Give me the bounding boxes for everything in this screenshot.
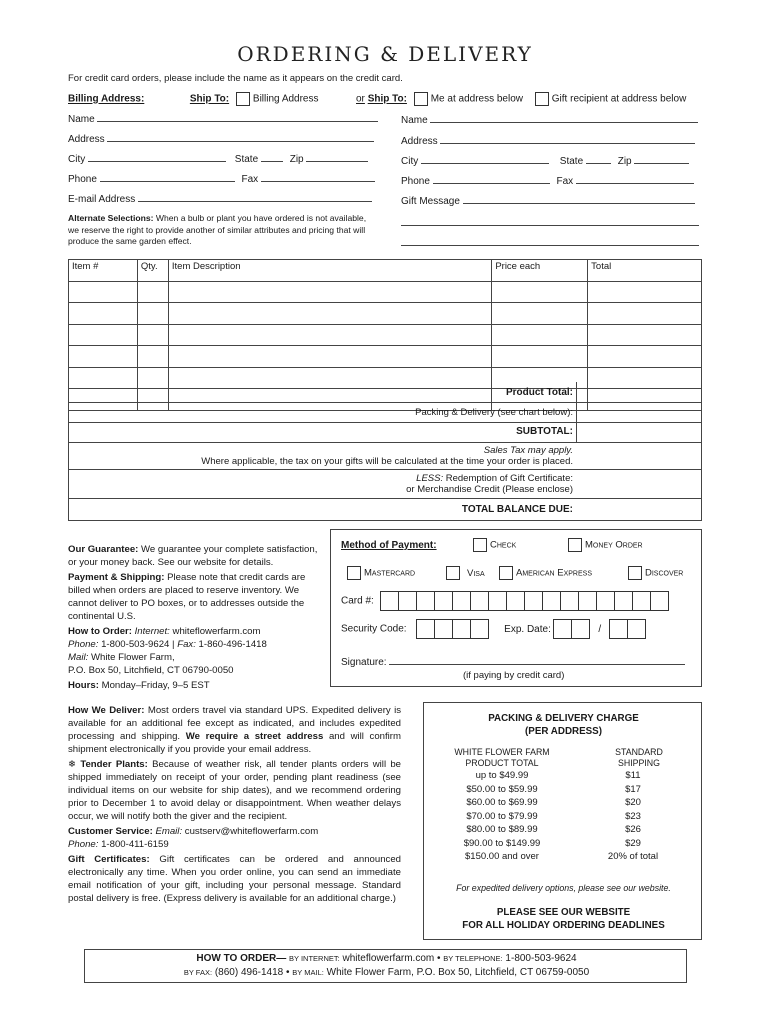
charge-cell: $26	[625, 824, 641, 835]
ship-to-gift-label: Gift recipient at address below	[551, 93, 687, 105]
table-row[interactable]	[69, 303, 702, 325]
ship-to-label-2: Ship To:	[367, 93, 407, 105]
tender-plants-text: Because of weather risk, all tender plants orders will be shipped immediately on receipt of your order, pending plant readiness (see individual items on our website for ship dates), and we recommend ordering prior to December 1 to avoid delay or disappointment. When weather delays occur, we will notify both the giver and the recipient.	[68, 759, 401, 822]
security-row	[341, 619, 646, 639]
packing-chart-subtitle: (PER ADDRESS)	[525, 726, 602, 737]
money-order-option	[568, 538, 643, 552]
footer-fax: (860) 496-1418	[214, 967, 284, 978]
shipping-state-field[interactable]	[586, 154, 611, 164]
shipping-city-label: City	[401, 156, 419, 167]
deliver-text-2: and will confirm shipment electronically if you provide your email address.	[68, 731, 401, 755]
website-notice-line2: FOR ALL HOLIDAY ORDERING DEADLINES	[462, 920, 665, 931]
card-number-field[interactable]	[381, 591, 669, 611]
how-we-deliver-label: How We Deliver:	[68, 705, 145, 716]
col-product-total-line1: WHITE FLOWER FARM	[454, 747, 550, 757]
check-checkbox[interactable]	[473, 538, 487, 552]
table-cell[interactable]	[588, 346, 702, 368]
customer-service-label: Customer Service:	[68, 826, 153, 837]
table-cell[interactable]	[69, 346, 138, 368]
billing-fax-label: Fax	[241, 174, 259, 185]
amex-checkbox[interactable]	[499, 566, 513, 580]
deliver-bold: We require a street address	[185, 731, 324, 742]
table-cell[interactable]	[168, 324, 491, 346]
shipping-name-row	[401, 113, 698, 126]
table-row[interactable]	[69, 324, 702, 346]
guarantee-label: Our Guarantee:	[68, 544, 139, 555]
billing-state-label: State	[234, 154, 259, 165]
amex-option	[499, 566, 592, 580]
service-email[interactable]: custserv@whiteflowerfarm.com	[184, 826, 319, 837]
shipping-phone-label: Phone	[401, 176, 430, 187]
shipping-gift-message-row	[401, 194, 695, 207]
discover-option	[628, 566, 683, 580]
col-total: Total	[588, 260, 702, 282]
table-row	[432, 784, 694, 798]
table-row	[432, 797, 694, 811]
table-cell[interactable]	[588, 281, 702, 303]
fax-label: Fax:	[177, 639, 196, 650]
gift-message-label: Gift Message	[401, 196, 460, 207]
charge-cell: $20	[625, 797, 641, 808]
shipping-name-field[interactable]	[430, 113, 698, 123]
shipping-zip-label: Zip	[617, 156, 632, 167]
signature-row	[341, 655, 685, 668]
shipping-state-label: State	[559, 156, 584, 167]
shipping-name-label: Name	[401, 115, 428, 126]
exp-date-label: Exp. Date:	[504, 623, 551, 635]
card-number-label: Card #:	[341, 595, 374, 607]
shipping-fax-label: Fax	[556, 176, 574, 187]
billing-heading: Billing Address:	[68, 93, 145, 105]
ship-to-me-checkbox[interactable]	[414, 92, 428, 106]
check-option	[473, 538, 516, 552]
service-phone: 1-800-411-6159	[101, 839, 169, 850]
billing-header-row	[68, 92, 319, 106]
table-cell[interactable]	[492, 324, 588, 346]
shipping-city-row	[401, 154, 689, 167]
amex-label: American Express	[516, 567, 592, 579]
alternate-selections	[68, 213, 378, 248]
billing-name-field[interactable]	[97, 112, 378, 122]
table-cell[interactable]	[137, 324, 168, 346]
hours-label: Hours:	[68, 680, 99, 691]
range-cell: $50.00 to $59.99	[466, 783, 538, 795]
packing-chart-title: PACKING & DELIVERY CHARGE	[488, 713, 639, 724]
alternate-text: When a bulb or plant you have ordered is not available, we reserve the right to provide another of similar attributes and pricing that will produce the same garden effect.	[68, 213, 367, 246]
packing-label: Packing & Delivery (see chart below):	[415, 407, 573, 418]
billing-address-row	[68, 132, 374, 145]
alternate-label: Alternate Selections:	[68, 213, 154, 223]
charge-cell: $17	[625, 783, 641, 795]
col-standard-shipping-line2: SHIPPING	[617, 758, 661, 768]
exp-year-field[interactable]	[610, 619, 646, 639]
billing-address-field[interactable]	[107, 132, 374, 142]
shipping-fax-field[interactable]	[576, 174, 694, 184]
shipping-city-field[interactable]	[421, 154, 549, 164]
how-to-order-label: How to Order:	[68, 626, 132, 637]
merchandise-credit-label: or Merchandise Credit (Please enclose)	[406, 484, 573, 495]
col-product-total-line2: PRODUCT TOTAL	[465, 758, 539, 768]
footer-internet[interactable]: whiteflowerfarm.com	[342, 953, 435, 964]
visa-checkbox[interactable]	[446, 566, 460, 580]
tax-explanation: Where applicable, the tax on your gifts will be calculated at the time your order is placed.	[201, 456, 573, 467]
packing-chart-rows	[432, 770, 694, 865]
service-phone-label: Phone:	[68, 839, 99, 850]
billing-phone-label: Phone	[68, 174, 97, 185]
range-cell: up to $49.99	[475, 770, 529, 781]
billing-phone-row	[68, 172, 375, 185]
col-description: Item Description	[168, 260, 491, 282]
ship-to-billing-checkbox[interactable]	[236, 92, 250, 106]
footer-by-mail: BY MAIL:	[292, 968, 324, 977]
visa-option	[446, 566, 485, 580]
payment-shipping-text: Please note that credit cards are billed when orders are placed to reserve inventory. We cannot deliver to PO boxes, or to addresses outside the continental U.S.	[68, 572, 306, 622]
totals-rule-3	[68, 442, 702, 443]
left-info-column: Our Guarantee: We guarantee your complete satisfaction, or your money back. See our website for details. Payment & Shipping: Please note that credit cards are billed when orders are placed to reserve inventory. We cannot deliver to PO boxes, or to addresses outside the continental U.S. How to Order: Internet: whiteflowerfarm.com Phone: 1-800-503-9624 | Fax: 1-860-496-1418 Mail: White Flower Farm, P.O. Box 50, Litchfield, CT 06790-0050 Hours: Monday–Friday, 9–5 EST	[68, 543, 323, 692]
shipping-address-field[interactable]	[440, 134, 695, 144]
table-row	[432, 838, 694, 852]
footer-by-internet: BY INTERNET:	[289, 954, 340, 963]
shipping-address-label: Address	[401, 136, 438, 147]
billing-phone-field[interactable]	[100, 172, 235, 182]
ship-to-billing-label: Billing Address	[252, 93, 319, 105]
footer-box	[84, 949, 687, 983]
range-cell: $60.00 to $69.99	[466, 797, 538, 808]
table-cell[interactable]	[492, 281, 588, 303]
table-row	[432, 824, 694, 838]
shipping-header-row	[356, 92, 686, 106]
gift-certificates-text: Gift certificates can be ordered and announced electronically any time. When you order online, you can send an immediate email notification of your gift, including your personal message. Standard postal delivery is free. (Express delivery is available for an additional charge.)	[68, 854, 402, 904]
deliver-text-1: Most orders travel via standard UPS. Expedited delivery is available for an additional fee except as indicated, and includes expedited processing and shipping.	[68, 705, 401, 742]
payment-heading: Method of Payment:	[341, 540, 437, 551]
payment-box	[330, 529, 702, 687]
billing-city-label: City	[68, 154, 86, 165]
range-cell: $70.00 to $79.99	[466, 810, 538, 822]
totals-rule-5	[68, 498, 702, 499]
phone-label: Phone:	[68, 639, 99, 650]
billing-zip-field[interactable]	[306, 152, 368, 162]
table-cell[interactable]	[69, 303, 138, 325]
check-label: Check	[490, 539, 517, 551]
shipping-address-row	[401, 134, 695, 147]
table-cell[interactable]	[588, 324, 702, 346]
page-title: ORDERING & DELIVERY	[237, 42, 533, 66]
hours-text: Monday–Friday, 9–5 EST	[101, 680, 210, 691]
mail-line-1: White Flower Farm,	[90, 652, 175, 663]
table-cell[interactable]	[168, 346, 491, 368]
billing-name-label: Name	[68, 114, 95, 125]
money-order-label: Money Order	[585, 539, 643, 551]
range-cell: $150.00 and over	[465, 851, 539, 862]
footer-line-1	[85, 953, 688, 964]
billing-name-row	[68, 112, 378, 125]
packing-chart-box	[423, 702, 702, 940]
total-balance-due-label: TOTAL BALANCE DUE:	[461, 504, 573, 515]
payment-heading-row	[341, 540, 437, 551]
subtotal-label: SUBTOTAL:	[516, 426, 573, 437]
table-row[interactable]	[69, 346, 702, 368]
col-standard-shipping-line1: STANDARD	[615, 747, 663, 757]
table-cell[interactable]	[137, 346, 168, 368]
billing-state-field[interactable]	[261, 152, 283, 162]
footer-how-to-order: HOW TO ORDER—	[196, 953, 287, 964]
footer-dot-2: •	[286, 967, 290, 978]
table-cell[interactable]	[137, 303, 168, 325]
internet-link[interactable]: whiteflowerfarm.com	[172, 626, 261, 637]
card-number-row	[341, 591, 669, 611]
table-cell[interactable]	[168, 303, 491, 325]
col-qty: Qty.	[137, 260, 168, 282]
table-row	[432, 851, 694, 865]
table-cell[interactable]	[588, 303, 702, 325]
mastercard-option	[347, 566, 415, 580]
charge-cell: $23	[625, 810, 641, 822]
footer-line-2	[85, 967, 688, 978]
guarantee-text: We guarantee your complete satisfaction, or your money back. See our website for details.	[68, 544, 318, 568]
signature-field[interactable]	[389, 655, 685, 665]
col-price-each: Price each	[492, 260, 588, 282]
billing-city-row	[68, 152, 368, 165]
less-label: LESS:	[416, 473, 444, 484]
gift-certificate-label: Redemption of Gift Certificate:	[445, 473, 573, 484]
totals-divider	[576, 382, 577, 442]
table-row	[432, 770, 694, 784]
phone-number: 1-800-503-9624	[101, 639, 170, 650]
table-cell[interactable]	[137, 281, 168, 303]
or-label: or	[356, 93, 365, 105]
charge-cell: $11	[625, 770, 641, 781]
mastercard-label: Mastercard	[364, 567, 416, 579]
payment-shipping-label: Payment & Shipping:	[68, 572, 165, 583]
mail-label: Mail:	[68, 652, 89, 663]
internet-label: Internet:	[134, 626, 170, 637]
expedited-note: For expedited delivery options, please see our website.	[456, 883, 671, 893]
signature-label: Signature:	[341, 657, 387, 668]
footer-by-telephone: BY TELEPHONE:	[443, 954, 503, 963]
table-row	[432, 811, 694, 825]
charge-cell: 20% of total	[607, 851, 659, 862]
tender-plants-label: Tender Plants:	[80, 759, 148, 770]
ship-to-gift-checkbox[interactable]	[535, 92, 549, 106]
billing-city-field[interactable]	[88, 152, 226, 162]
footer-by-fax: BY FAX:	[183, 968, 213, 977]
signature-note: (if paying by credit card)	[463, 670, 565, 681]
table-cell[interactable]	[69, 281, 138, 303]
footer-mail: White Flower Farm, P.O. Box 50, Litchfield, CT 06759-0050	[326, 967, 590, 978]
sales-tax-note: Sales Tax may apply.	[483, 445, 573, 456]
gift-message-field[interactable]	[463, 194, 695, 204]
security-code-field[interactable]	[417, 619, 489, 639]
ship-to-me-label: Me at address below	[430, 93, 523, 105]
snowflake-icon: ❄	[68, 759, 77, 770]
range-cell: $80.00 to $89.99	[466, 824, 538, 835]
footer-telephone: 1-800-503-9624	[505, 953, 577, 964]
intro-text: For credit card orders, please include the name as it appears on the credit card.	[68, 73, 403, 84]
product-total-label: Product Total:	[505, 387, 573, 398]
less-line-1	[416, 473, 573, 484]
totals-rule-4	[68, 469, 702, 470]
security-code-label: Security Code:	[341, 623, 407, 635]
left-info-column-lower	[68, 704, 401, 905]
visa-label: Visa	[467, 567, 485, 579]
billing-zip-label: Zip	[289, 154, 304, 165]
billing-fax-field[interactable]	[261, 172, 375, 182]
billing-email-field[interactable]	[138, 192, 372, 202]
billing-email-row	[68, 192, 372, 205]
charge-cell: $29	[625, 837, 641, 849]
range-cell: $90.00 to $149.99	[463, 837, 541, 849]
money-order-checkbox[interactable]	[568, 538, 582, 552]
website-notice-line1: PLEASE SEE OUR WEBSITE	[496, 907, 631, 918]
shipping-zip-field[interactable]	[634, 154, 689, 164]
gift-message-line-3[interactable]	[401, 236, 699, 246]
table-cell[interactable]	[69, 324, 138, 346]
exp-slash: /	[598, 623, 602, 635]
totals-rule-2	[68, 422, 702, 423]
gift-message-line-2[interactable]	[401, 216, 699, 226]
mail-line-2: P.O. Box 50, Litchfield, CT 06790-0050	[68, 665, 234, 676]
service-email-label: Email:	[155, 826, 183, 837]
discover-checkbox[interactable]	[628, 566, 642, 580]
totals-rule-1	[68, 402, 702, 403]
table-cell[interactable]	[492, 303, 588, 325]
ship-to-label: Ship To:	[189, 93, 230, 105]
footer-dot-1: •	[437, 953, 441, 964]
billing-address-label: Address	[68, 134, 105, 145]
exp-month-field[interactable]	[554, 619, 590, 639]
discover-label: Discover	[645, 567, 684, 579]
table-cell[interactable]	[168, 281, 491, 303]
gift-certificates-label: Gift Certificates:	[68, 854, 150, 865]
shipping-phone-field[interactable]	[433, 174, 550, 184]
table-row[interactable]	[69, 281, 702, 303]
col-item-number: Item #	[69, 260, 138, 282]
table-cell[interactable]	[492, 346, 588, 368]
billing-email-label: E-mail Address	[68, 194, 136, 205]
fax-number: 1-860-496-1418	[198, 639, 267, 650]
items-header-row	[69, 260, 702, 282]
mastercard-checkbox[interactable]	[347, 566, 361, 580]
shipping-phone-row	[401, 174, 694, 187]
